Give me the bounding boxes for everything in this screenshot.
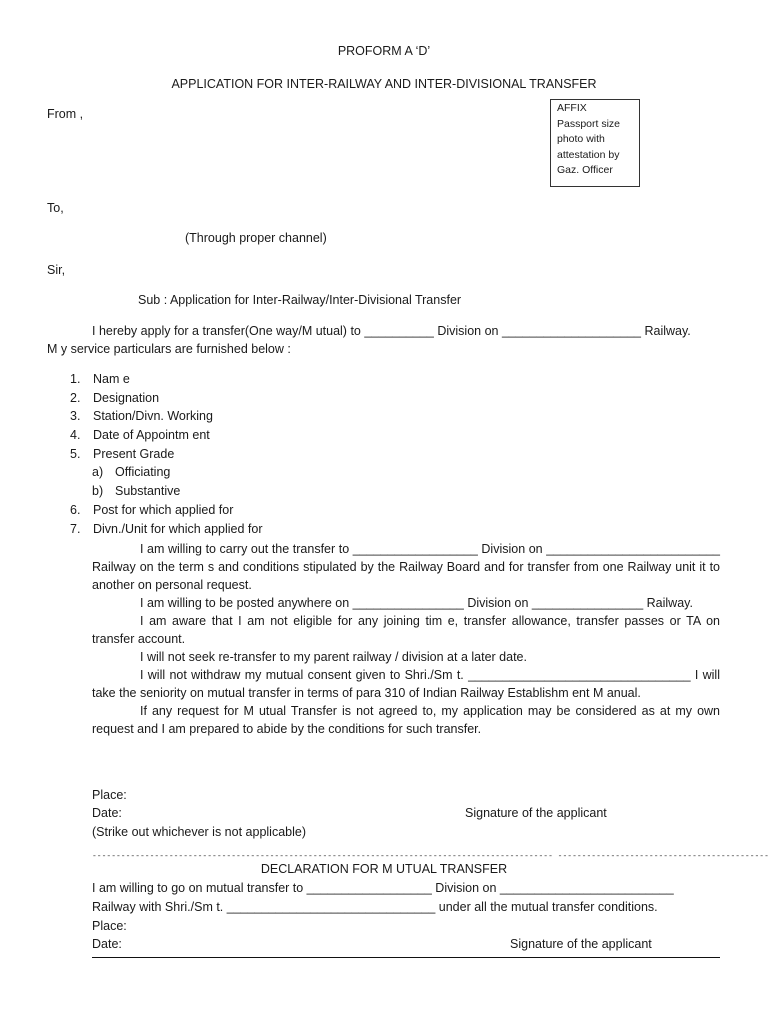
item-number: 4. — [70, 428, 81, 443]
proper-channel-note: (Through proper channel) — [185, 231, 327, 245]
declaration-paragraph — [92, 702, 720, 738]
declaration-text: I will not withdraw my mutual consent given to Shri./Sm t. ________________________________ I will take the seniority on mutual transfer in terms of para 310 of Indian Railway Establishm ent M anual. — [92, 668, 720, 700]
from-label: From , — [47, 107, 84, 121]
declaration-paragraph — [92, 540, 720, 594]
applicant-signature-label: Signature of the applicant — [465, 806, 607, 820]
bottom-rule — [92, 957, 720, 958]
mutual-transfer-title: DECLARATION FOR M UTUAL TRANSFER — [260, 862, 508, 876]
list-item — [70, 407, 720, 426]
item-label: Designation — [93, 390, 160, 405]
intro-line: I hereby apply for a transfer(One way/M utual) to __________ Division on ____________________ Railway. — [92, 324, 691, 338]
mutual-signature-label: Signature of the applicant — [510, 937, 652, 951]
item-number: 5. — [70, 446, 81, 461]
item-label: Officiating — [115, 465, 171, 480]
item-number: 2. — [70, 390, 81, 405]
photo-box-line: AFFIX — [557, 102, 587, 114]
declarations — [92, 540, 720, 738]
photo-box-line: Passport size — [557, 117, 621, 130]
list-item — [70, 426, 720, 445]
list-item — [70, 501, 720, 520]
declaration-text: I am willing to be posted anywhere on ________________ Division on ________________ Railway. — [140, 596, 693, 610]
item-number: 1. — [70, 372, 81, 386]
declaration-paragraph — [92, 612, 720, 648]
proforma-label: PROFORM A ‘D’ — [337, 44, 431, 58]
declaration-paragraph — [92, 648, 720, 666]
intro-line-2: M y service particulars are furnished below : — [47, 342, 291, 356]
list-item — [70, 445, 720, 464]
item-number: 6. — [70, 502, 81, 517]
list-item — [70, 520, 720, 539]
date-label: Date: — [92, 806, 122, 820]
item-number: b) — [92, 484, 104, 499]
item-label: Nam e — [93, 372, 130, 386]
service-particulars-list — [70, 370, 720, 538]
photo-box-line: Gaz. Officer — [557, 164, 613, 176]
item-label: Station/Divn. Working — [93, 409, 213, 424]
to-label: To, — [47, 201, 64, 215]
item-label: Date of Appointm ent — [93, 428, 210, 443]
subject-line: Sub : Application for Inter-Railway/Inter-Divisional Transfer — [138, 293, 462, 307]
item-number: a) — [92, 465, 104, 480]
list-item — [70, 463, 720, 482]
page-title: APPLICATION FOR INTER-RAILWAY AND INTER-DIVISIONAL TRANSFER — [171, 77, 597, 91]
mutual-transfer-line-2: Railway with Shri./Sm t. ______________________________ under all the mutual transfer conditions. — [92, 900, 658, 914]
list-item — [70, 389, 720, 408]
item-label: Divn./Unit for which applied for — [93, 521, 263, 536]
item-label: Present Grade — [93, 446, 175, 461]
declaration-text: I am willing to carry out the transfer to __________________ Division on _________________________ Railway on the term s and conditions stipulated by the Railway Board and for transfer from one Railway unit it to another on personal request. — [92, 542, 720, 592]
item-number: 3. — [70, 409, 81, 424]
declaration-text: I will not seek re-transfer to my parent railway / division at a later date. — [140, 650, 527, 664]
mutual-transfer-line: I am willing to go on mutual transfer to __________________ Division on _________________________ — [92, 881, 674, 895]
declaration-paragraph — [92, 594, 720, 612]
item-number: 7. — [70, 521, 81, 536]
mutual-place-label: Place: — [92, 919, 127, 933]
declaration-text: I am aware that I am not eligible for any joining tim e, transfer allowance, transfer passes or TA on transfer account. — [92, 614, 720, 646]
salutation: Sir, — [47, 263, 66, 277]
photo-box-line: photo with — [557, 133, 605, 145]
item-label: Post for which applied for — [93, 502, 234, 517]
mutual-date-label: Date: — [92, 937, 122, 951]
photo-affix-box — [550, 99, 640, 187]
item-label: Substantive — [115, 484, 181, 499]
declaration-text: If any request for M utual Transfer is not agreed to, my application may be considered as at my own request and I am prepared to abide by the conditions for such transfer. — [92, 704, 720, 736]
photo-box-line: attestation by — [557, 148, 620, 161]
place-label: Place: — [92, 788, 127, 802]
section-divider: ------------------------------------------------------------------------------------------------ -------------------------------------------- — [92, 852, 769, 861]
declaration-paragraph — [92, 666, 720, 702]
strike-out-note: (Strike out whichever is not applicable) — [92, 825, 306, 839]
list-item — [70, 482, 720, 501]
list-item — [70, 370, 720, 389]
